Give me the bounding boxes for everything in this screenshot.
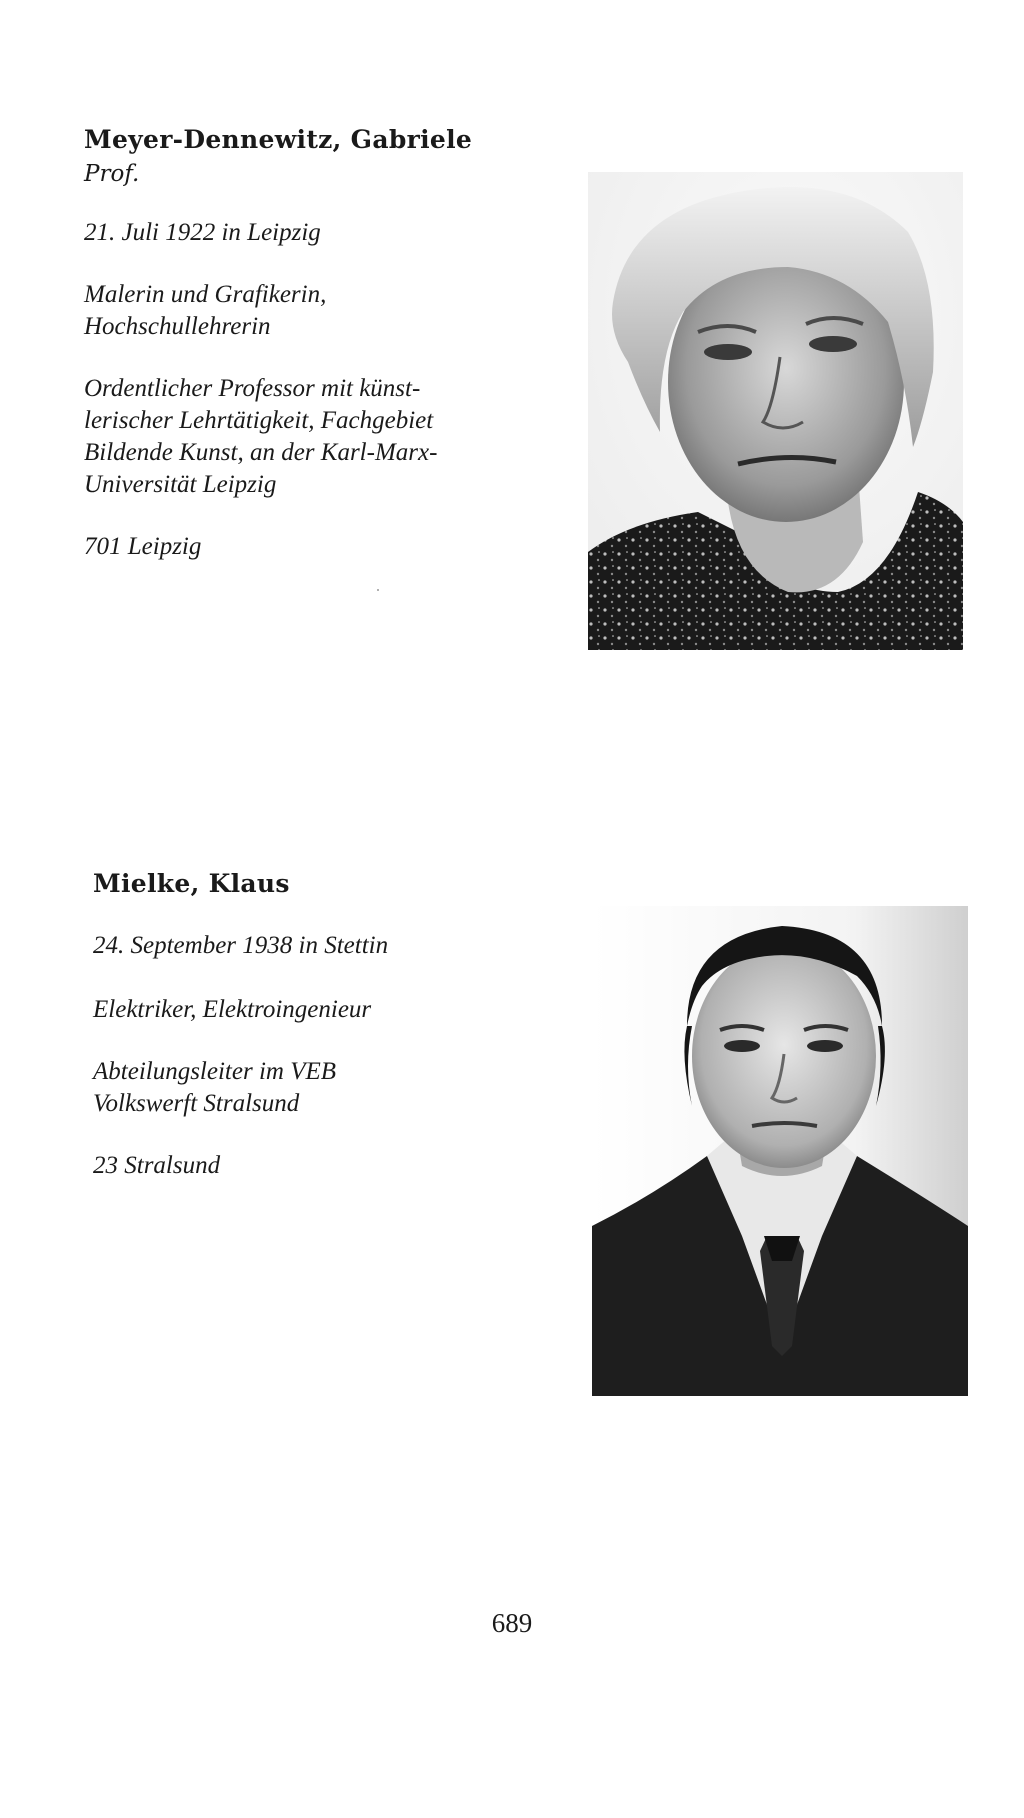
profession	[93, 994, 493, 1026]
portrait-photo-woman	[588, 172, 963, 650]
person-name: Mielke, Klaus	[93, 869, 290, 898]
entry-mielke	[93, 868, 493, 1182]
portrait-photo-man	[592, 906, 968, 1396]
profession	[84, 279, 484, 343]
birth-info: 21. Juli 1922 in Leipzig	[84, 219, 321, 246]
entry-meyer-dennewitz	[84, 124, 484, 563]
position-line: lerischer Lehrtätigkeit, Fachgebiet	[84, 407, 434, 434]
position	[93, 1056, 493, 1120]
position-line: Abteilungsleiter im VEB	[93, 1058, 337, 1085]
position-line: Bildende Kunst, an der Karl-Marx-	[84, 439, 438, 466]
scan-speck	[377, 589, 379, 591]
position-line: Ordentlicher Professor mit künst-	[84, 375, 421, 402]
profession-line: Malerin und Grafikerin,	[84, 281, 327, 308]
position	[84, 373, 484, 501]
page-number: 689	[491, 1608, 533, 1638]
address: 23 Stralsund	[93, 1152, 221, 1179]
person-title: Prof.	[84, 161, 140, 187]
position-line: Volkswerft Stralsund	[93, 1090, 300, 1117]
birth-info: 24. September 1938 in Stettin	[93, 932, 389, 959]
person-name: Meyer-Dennewitz, Gabriele	[84, 125, 473, 154]
profession-line: Elektriker, Elektroingenieur	[93, 996, 372, 1023]
address: 701 Leipzig	[84, 533, 202, 560]
position-line: Universität Leipzig	[84, 471, 277, 498]
profession-line: Hochschullehrerin	[84, 313, 271, 340]
